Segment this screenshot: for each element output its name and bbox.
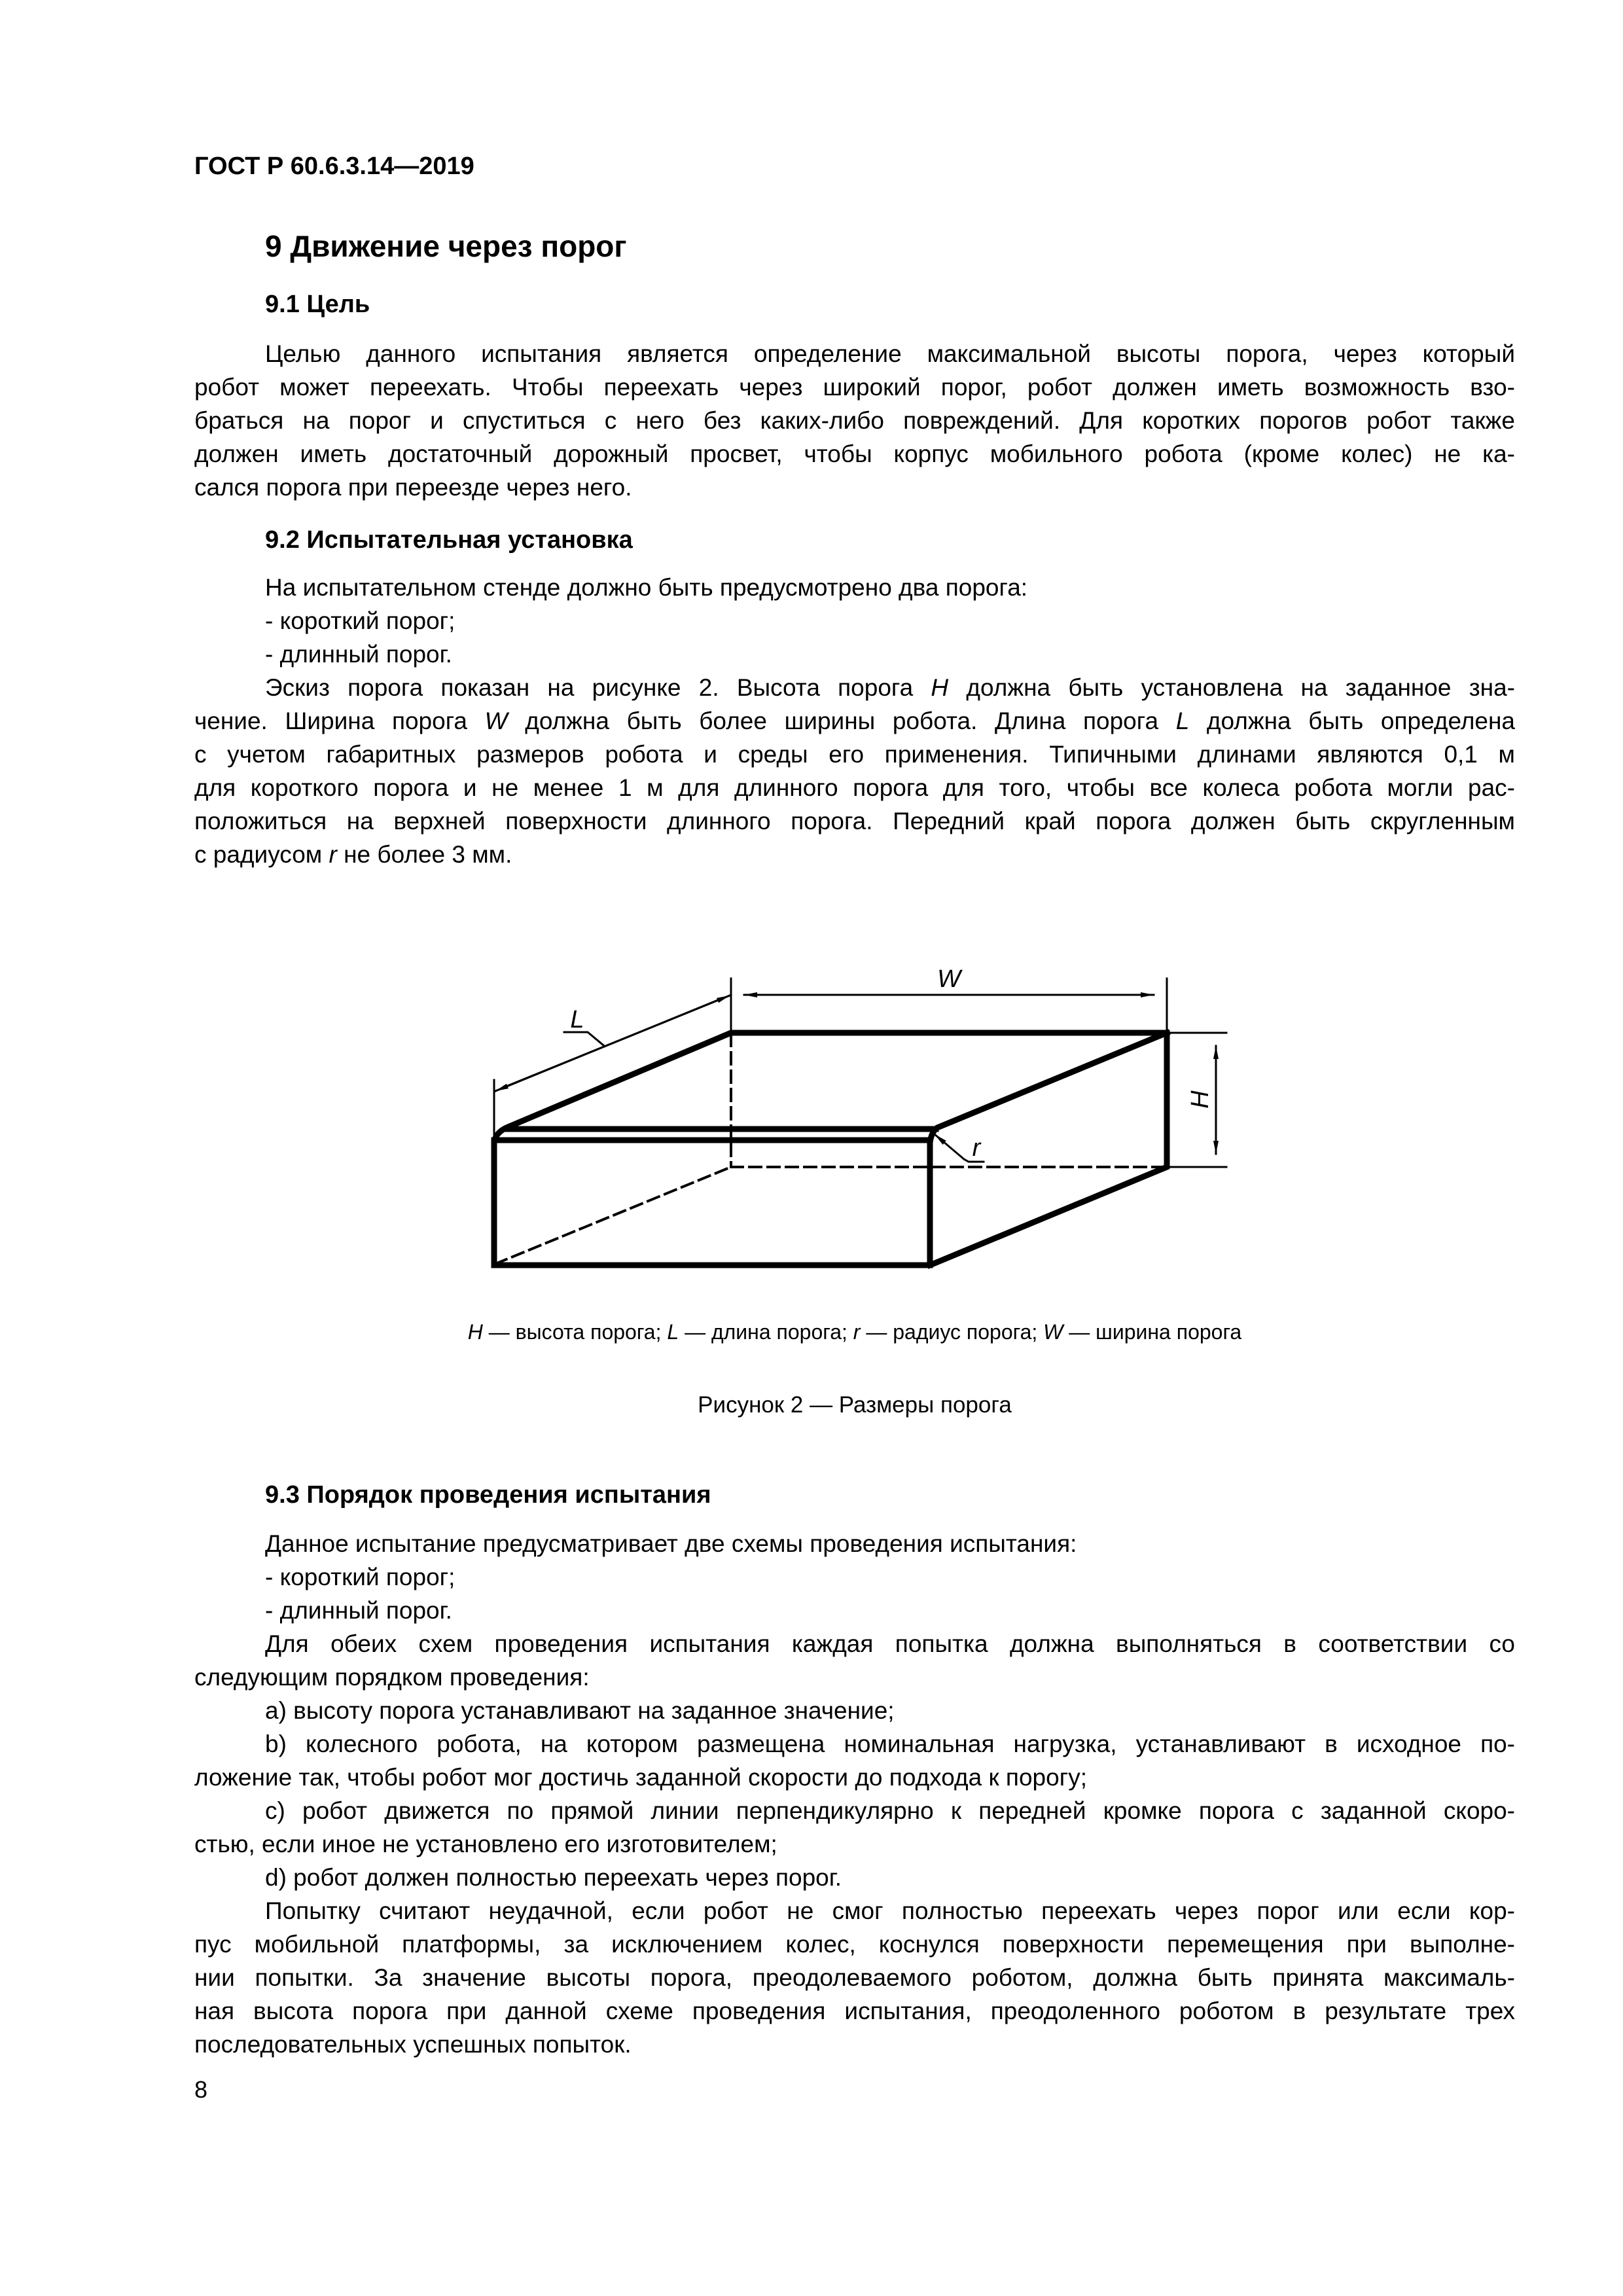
- text-segment: На испытательном стенде должно быть предусмотрено два порога:: [265, 574, 1028, 601]
- text-line: [194, 437, 1515, 471]
- italic-symbol: r: [329, 841, 337, 868]
- section-title: 9 Движение через порог: [265, 229, 627, 263]
- subsection-9-1-title: 9.1 Цель: [265, 291, 370, 318]
- text-line: [194, 1627, 1515, 1660]
- legend-text: — ширина порога: [1063, 1320, 1242, 1344]
- text-line: [194, 404, 1515, 437]
- document-code-header: ГОСТ Р 60.6.3.14—2019: [194, 152, 474, 180]
- text-line: [194, 2028, 1515, 2061]
- text-segment: Данное испытание предусматривает две схемы проведения испытания:: [265, 1530, 1077, 1557]
- text-line: [194, 1861, 1515, 1894]
- text-line: [194, 637, 1515, 671]
- text-line: [194, 1594, 1515, 1627]
- label-r: r: [972, 1134, 981, 1162]
- legend-text: — высота порога;: [482, 1320, 668, 1344]
- text-segment: последовательных успешных попыток.: [194, 2031, 632, 2058]
- text-segment: не более 3 мм.: [336, 841, 512, 868]
- text-segment: а) высоту порога устанавливают на заданное значение;: [265, 1697, 895, 1724]
- legend-symbol: r: [853, 1320, 861, 1344]
- text-segment: пус мобильной платформы, за исключением колес, коснулся поверхности перемещения при выполне-: [194, 1931, 1515, 1958]
- text-line: [194, 1660, 1515, 1694]
- text-segment: - длинный порог.: [265, 641, 452, 668]
- label-L: L: [570, 1006, 584, 1033]
- italic-symbol: W: [484, 708, 508, 734]
- subsection-9-2-body: [194, 571, 1515, 871]
- page-number: 8: [194, 2076, 208, 2103]
- text-segment: с радиусом: [194, 841, 329, 868]
- text-line: [194, 1928, 1515, 1961]
- text-line: [194, 1827, 1515, 1861]
- label-W: W: [937, 965, 961, 993]
- figure-legend: [194, 1318, 1515, 1346]
- text-segment: чение. Ширина порога: [194, 708, 485, 734]
- text-line: [194, 738, 1515, 771]
- text-segment: с учетом габаритных размеров робота и среды его применения. Типичными длинами являются 0,1 м: [194, 741, 1515, 768]
- text-segment: b) колесного робота, на котором размещена номинальная нагрузка, устанавливают в исходное по-: [265, 1731, 1515, 1757]
- text-segment: Целью данного испытания является определение максимальной высоты порога, через который: [265, 340, 1515, 367]
- text-segment: ложение так, чтобы робот мог достичь заданной скорости до подхода к порогу;: [194, 1764, 1087, 1791]
- text-segment: - короткий порог;: [265, 1564, 455, 1590]
- text-line: [194, 1894, 1515, 1928]
- text-segment: ная высота порога при данной схеме проведения испытания, преодоленного роботом в результате трех: [194, 1998, 1515, 2024]
- text-line: [194, 1727, 1515, 1761]
- text-line: [194, 337, 1515, 370]
- text-line: [194, 1961, 1515, 1994]
- text-line: [194, 571, 1515, 604]
- text-segment: браться на порог и спуститься с него без каких-либо повреждений. Для коротких порогов робот также: [194, 407, 1515, 434]
- legend-symbol: W: [1043, 1320, 1063, 1344]
- text-line: [194, 771, 1515, 804]
- figure-caption: Рисунок 2 — Размеры порога: [698, 1392, 1012, 1418]
- legend-symbol: H: [467, 1320, 483, 1344]
- label-H: H: [1186, 1090, 1214, 1109]
- text-line: [194, 604, 1515, 637]
- text-segment: Для обеих схем проведения испытания каждая попытка должна выполняться в соответствии со: [265, 1630, 1515, 1657]
- hidden-edges: [495, 1034, 1167, 1264]
- text-line: [194, 1527, 1515, 1560]
- text-line: [194, 471, 1515, 504]
- threshold-figure: [0, 916, 1623, 1322]
- subsection-9-3-title: 9.3 Порядок проведения испытания: [265, 1481, 711, 1509]
- legend-text: — радиус порога;: [860, 1320, 1044, 1344]
- text-segment: Попытку считают неудачной, если робот не смог полностью переехать через порог или если кор-: [265, 1897, 1515, 1924]
- text-line: [194, 838, 1515, 871]
- text-segment: положиться на верхней поверхности длинного порога. Передний край порога должен быть скругленным: [194, 808, 1515, 834]
- text-line: [194, 1694, 1515, 1727]
- text-segment: стью, если иное не установлено его изготовителем;: [194, 1831, 777, 1857]
- text-segment: - длинный порог.: [265, 1597, 452, 1624]
- text-segment: должна быть более ширины робота. Длина порога: [507, 708, 1176, 734]
- text-line: [194, 671, 1515, 704]
- subsection-9-2-title: 9.2 Испытательная установка: [265, 526, 633, 554]
- text-line: [194, 1560, 1515, 1594]
- text-line: [194, 1794, 1515, 1827]
- text-line: [194, 370, 1515, 404]
- text-segment: сался порога при переезде через него.: [194, 474, 632, 501]
- text-segment: должен иметь достаточный дорожный просвет, чтобы корпус мобильного робота (кроме колес) не ка-: [194, 440, 1515, 467]
- text-segment: должна быть установлена на заданное зна-: [948, 674, 1515, 701]
- legend-symbol: L: [667, 1320, 679, 1344]
- text-segment: для короткого порога и не менее 1 м для длинного порога для того, чтобы все колеса робота могли рас-: [194, 774, 1515, 801]
- text-line: [194, 704, 1515, 738]
- text-line: [194, 804, 1515, 838]
- subsection-9-1-body: [194, 337, 1515, 504]
- text-segment: - короткий порог;: [265, 607, 455, 634]
- text-line: [194, 1994, 1515, 2028]
- text-segment: c) робот движется по прямой линии перпендикулярно к передней кромке порога с заданной скоро-: [265, 1797, 1515, 1824]
- italic-symbol: L: [1175, 708, 1190, 734]
- subsection-9-3-body: [194, 1527, 1515, 2061]
- text-segment: должна быть определена: [1189, 708, 1515, 734]
- text-line: [194, 1761, 1515, 1794]
- block-outline: [494, 1033, 1167, 1265]
- text-segment: робот может переехать. Чтобы переехать через широкий порог, робот должен иметь возможность взо-: [194, 374, 1515, 401]
- legend-text: — длина порога;: [679, 1320, 853, 1344]
- text-segment: d) робот должен полностью переехать через порог.: [265, 1864, 842, 1891]
- text-segment: нии попытки. За значение высоты порога, преодолеваемого роботом, должна быть принята максималь-: [194, 1964, 1515, 1991]
- italic-symbol: H: [931, 674, 949, 701]
- text-segment: Эскиз порога показан на рисунке 2. Высота порога: [265, 674, 931, 701]
- text-segment: следующим порядком проведения:: [194, 1664, 590, 1691]
